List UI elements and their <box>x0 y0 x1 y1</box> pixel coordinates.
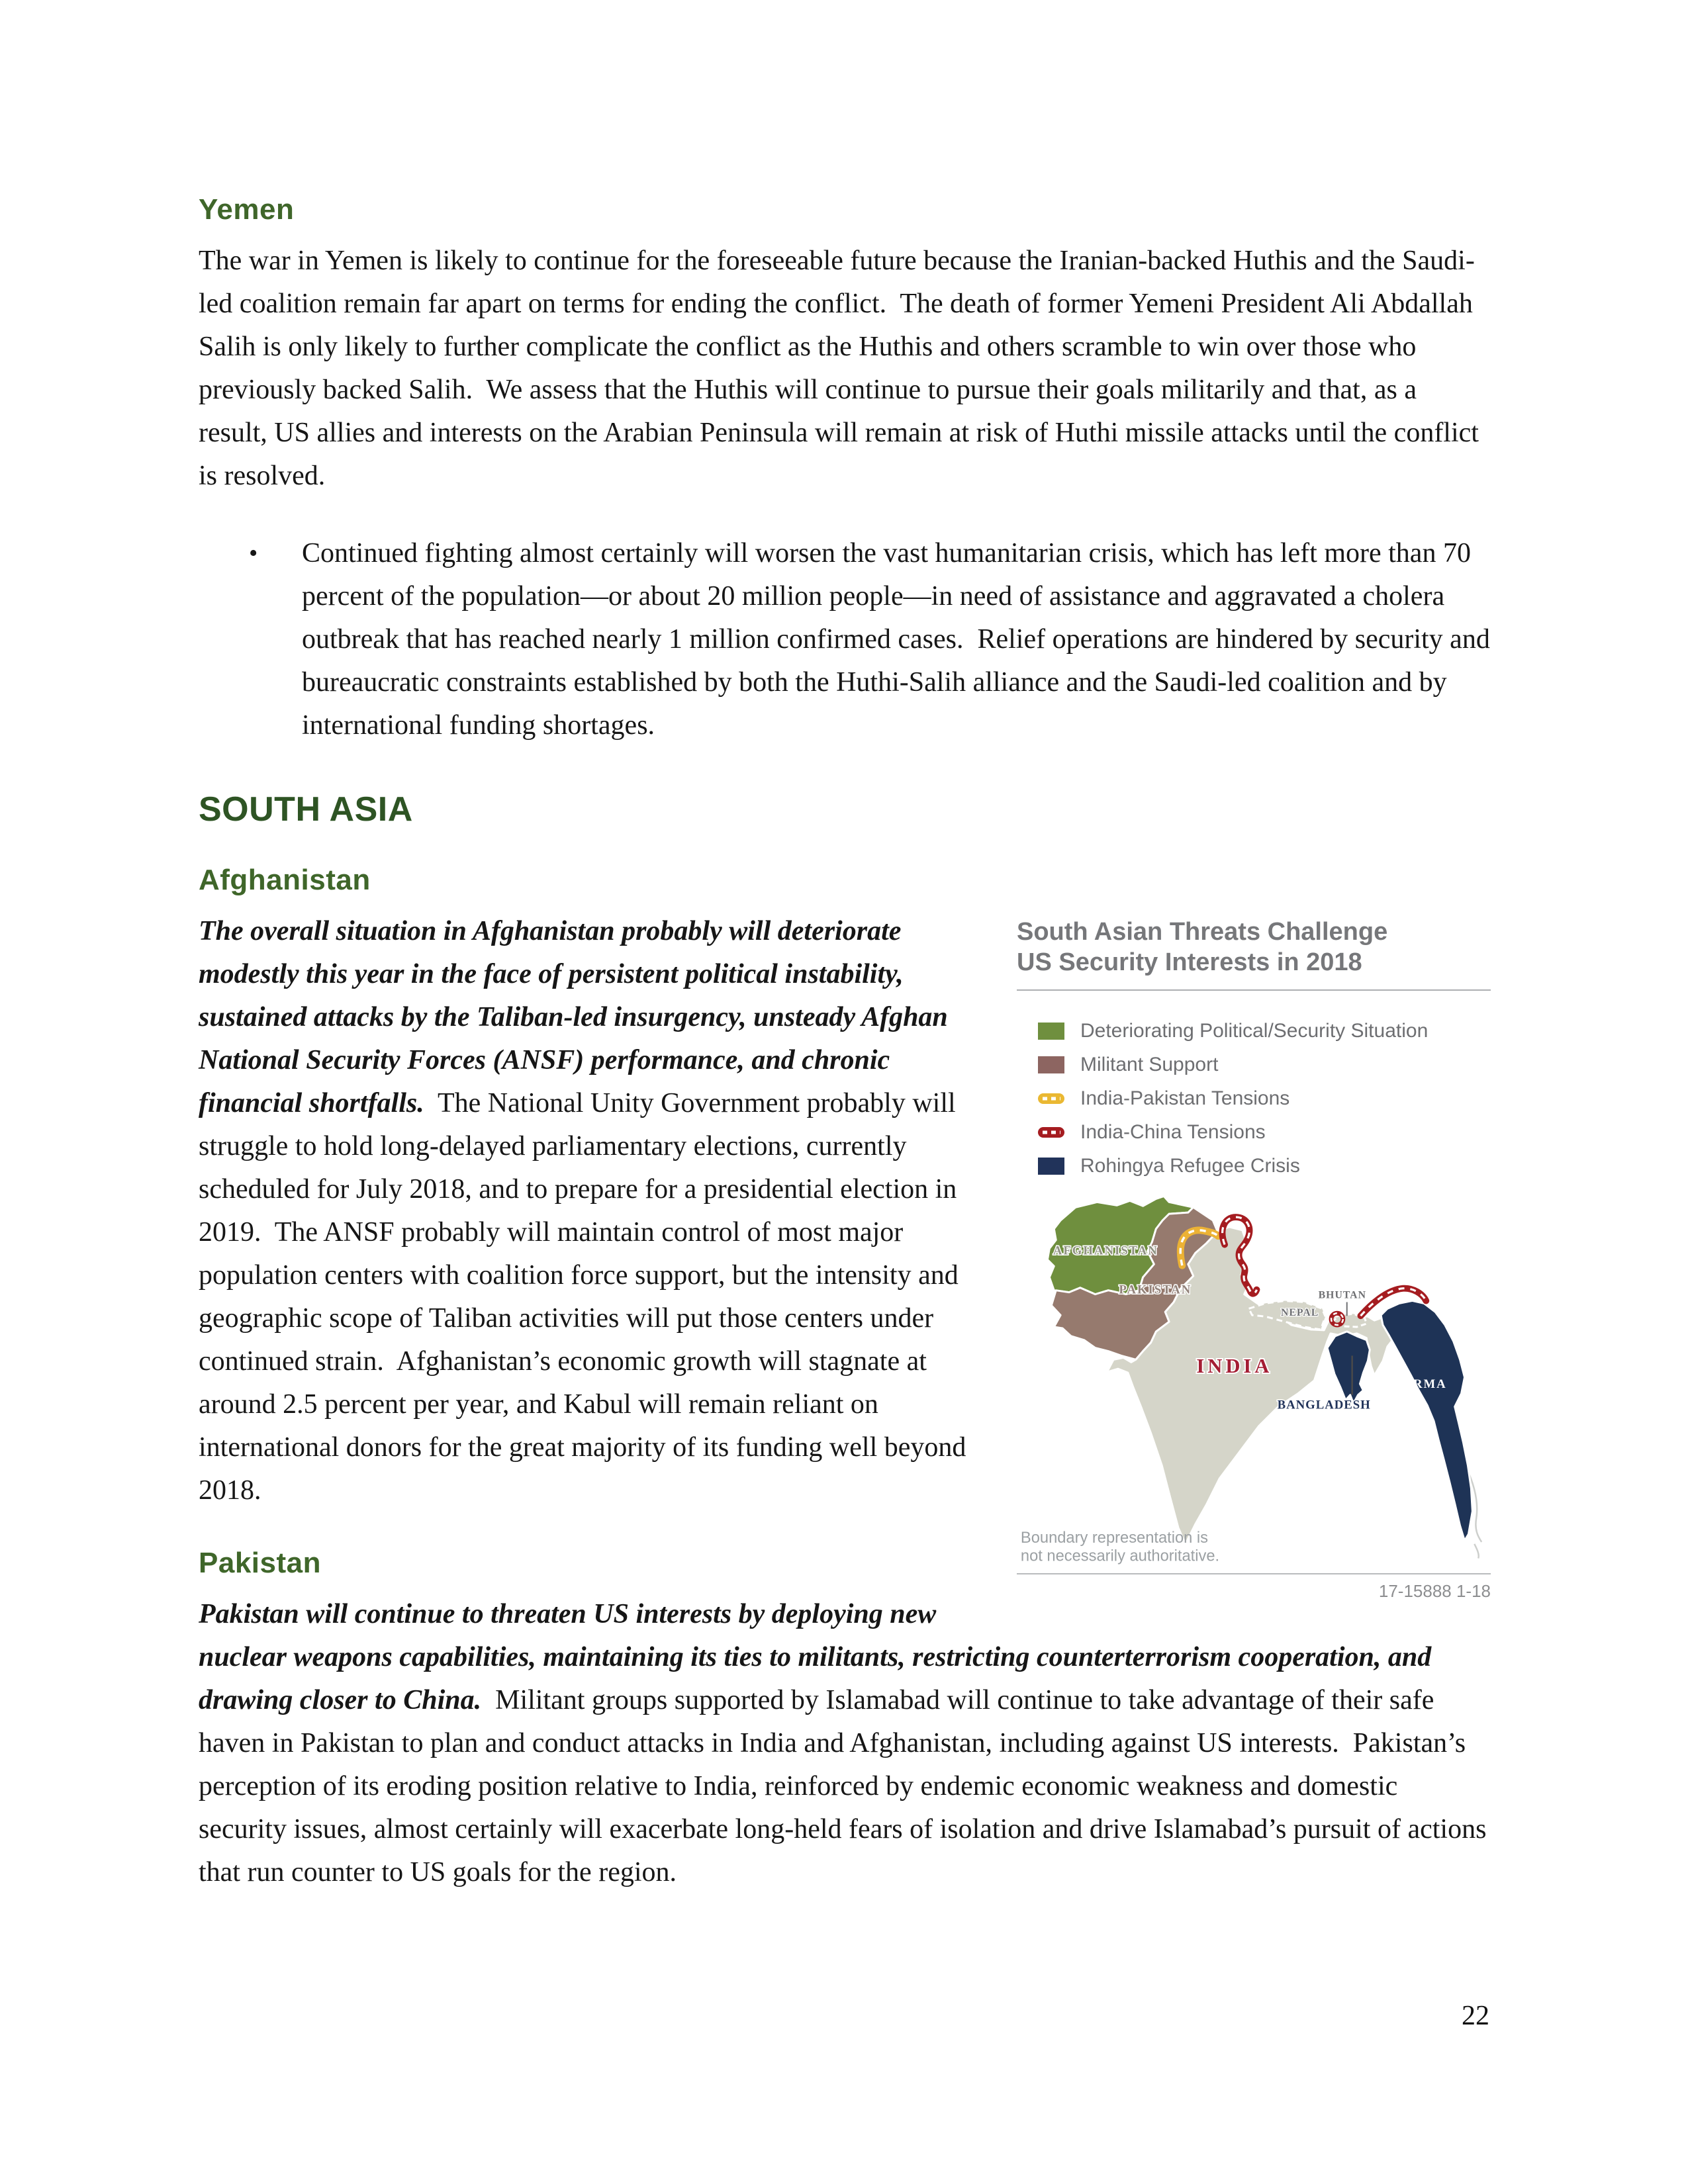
legend-item <box>1037 1087 1491 1110</box>
afghanistan-paragraph-rest: The National Unity Government probably will struggle to hold long-delayed parliamentary elections, currently scheduled for July 2018, and to prepare for a presidential election in 2019. The ANSF probably will maintain control of most major population centers with coalition force support, but the intensity and geographic scope of Taliban activities will put those centers under continued strain. Afghanistan’s economic growth will stagnate at around 2.5 percent per year, and Kabul will remain reliant on international donors for the great majority of its funding well beyond 2018. <box>199 1088 973 1506</box>
pakistan-key-judgment: Pakistan will continue to threaten US interests by deploying new nuclear weapons capabilities, maintaining its ties to militants, restricting counterterrorism cooperation, and drawing closer to China. <box>199 1599 1438 1715</box>
afghanistan-section <box>199 910 1491 1929</box>
figure-number: 17-15888 1-18 <box>1378 1581 1491 1601</box>
pakistan-paragraph <box>199 1593 1491 1894</box>
map-legend <box>1037 1020 1491 1177</box>
region-bangladesh <box>1327 1332 1370 1404</box>
yemen-heading: Yemen <box>199 193 295 226</box>
legend-label: India-China Tensions <box>1080 1121 1266 1143</box>
south-asia-map-figure <box>1017 917 1491 1602</box>
figure-title-rule <box>1017 989 1491 991</box>
green-swatch-icon <box>1037 1021 1066 1041</box>
legend-item <box>1037 1054 1491 1076</box>
legend-item <box>1037 1155 1491 1177</box>
yemen-bullet-item <box>199 532 1497 747</box>
legend-item <box>1037 1121 1491 1144</box>
red-dashed-line-icon <box>1037 1122 1066 1142</box>
yellow-dashed-line-icon <box>1037 1089 1066 1109</box>
bullet-icon: • <box>249 539 258 567</box>
figure-title-line2: US Security Interests in 2018 <box>1017 948 1362 976</box>
burma-label: BURMA <box>1393 1377 1447 1391</box>
india-label: INDIA <box>1196 1355 1273 1378</box>
legend-label: Militant Support <box>1080 1054 1219 1075</box>
afghanistan-heading: Afghanistan <box>199 864 371 896</box>
boundary-note-line2: not necessarily authoritative. <box>1020 1547 1220 1565</box>
pakistan-label: PAKISTAN <box>1119 1283 1192 1297</box>
afghanistan-label: AFGHANISTAN <box>1053 1244 1158 1258</box>
afghanistan-key-judgment: The overall situation in Afghanistan probably will deteriorate modestly this year in the face of persistent political instability, sustained attacks by the Taliban-led insurgency, unsteady Afghan National Security Forces (ANSF) performance, and chronic financial shortfalls. <box>199 916 955 1118</box>
yemen-paragraph: The war in Yemen is likely to continue for the foreseeable future because the Iranian-backed Huthis and the Saudi-led coalition remain far apart on terms for ending the conflict. The death of former Yemeni President Ali Abdallah Salih is only likely to further complicate the conflict as the Huthis and others scramble to win over those who previously backed Salih. We assess that the Huthis will continue to pursue their goals militarily and that, as a result, US allies and interests on the Arabian Peninsula will remain at risk of Huthi missile attacks until the conflict is resolved. <box>199 246 1486 491</box>
pakistan-paragraph-rest: Militant groups supported by Islamabad will continue to take advantage of their safe haven in Pakistan to plan and conduct attacks in India and Afghanistan, including against US interests. Pakistan’s perception of its eroding position relative to India, reinforced by endemic economic weakness and domestic security issues, almost certainly will exacerbate long-held fears of isolation and drive Islamabad’s pursuit of actions that run counter to US goals for the region. <box>199 1685 1493 1888</box>
figure-title <box>1017 917 1491 978</box>
nepal-label: NEPAL <box>1280 1307 1319 1319</box>
maroon-swatch-icon <box>1037 1055 1066 1075</box>
legend-label: Deteriorating Political/Security Situation <box>1080 1020 1429 1042</box>
figure-title-line1: South Asian Threats Challenge <box>1017 918 1388 946</box>
legend-label: India-Pakistan Tensions <box>1080 1087 1290 1109</box>
page-content <box>199 193 1497 1929</box>
page-number: 22 <box>1462 2001 1489 2031</box>
bangladesh-label: BANGLADESH <box>1277 1398 1371 1412</box>
region-burma <box>1381 1300 1472 1540</box>
south-asia-heading: SOUTH ASIA <box>199 790 413 829</box>
navy-swatch-icon <box>1037 1156 1066 1176</box>
south-asia-map <box>1017 1189 1491 1569</box>
legend-item <box>1037 1020 1491 1042</box>
bhutan-label: BHUTAN <box>1318 1289 1366 1301</box>
yemen-bullet-text: Continued fighting almost certainly will worsen the vast humanitarian crisis, which has left more than 70 percent of the population—or about 20 million people—in need of assistance and aggravated a cholera outbreak that has reached nearly 1 million confirmed cases. Relief operations are hindered by security and bureaucratic constraints established by both the Huthi-Salih alliance and the Saudi-led coalition and by international funding shortages. <box>302 538 1497 741</box>
boundary-note-line1: Boundary representation is <box>1020 1529 1209 1547</box>
legend-label: Rohingya Refugee Crisis <box>1080 1155 1300 1177</box>
pakistan-heading: Pakistan <box>199 1547 321 1579</box>
